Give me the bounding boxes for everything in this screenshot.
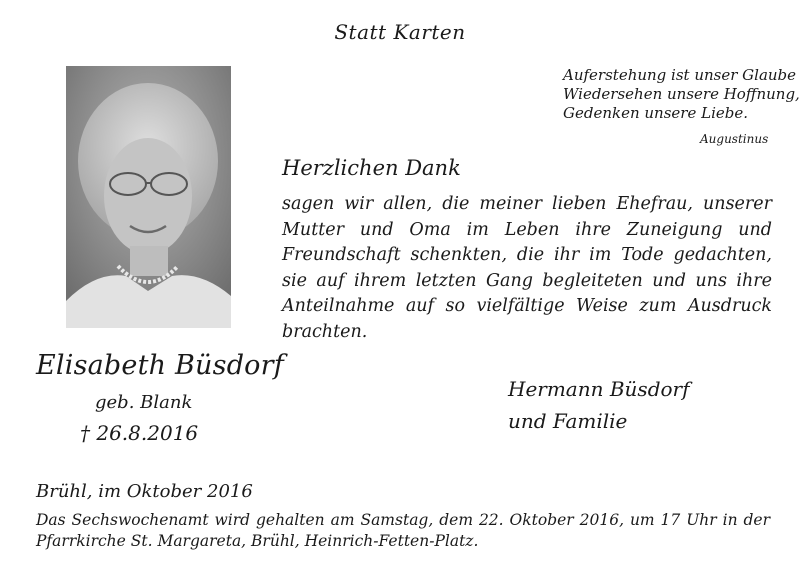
death-line xyxy=(80,421,198,445)
quote-line: Auferstehung ist unser Glaube xyxy=(563,66,797,84)
thanks-title: Herzlichen Dank xyxy=(282,156,461,180)
family-line: Hermann Büsdorf xyxy=(508,377,690,401)
deceased-name: Elisabeth Büsdorf xyxy=(36,350,284,381)
maiden-name: geb. Blank xyxy=(95,392,193,413)
portrait-photo xyxy=(66,66,231,328)
header-statt-karten: Statt Karten xyxy=(334,20,466,44)
thanks-body: sagen wir allen, die meiner lieben Ehefrau, unserer Mutter und Oma im Leben ihre Zuneigung und Freundschaft schenkten, die ihr im Tode gedachten, sie auf ihrem letzten Gang begleiteten und uns ihre Anteilnahme auf so vielfältige Weise zum Ausdruck brachten. xyxy=(282,194,772,342)
death-date: 26.8.2016 xyxy=(96,421,199,445)
quote-line: Gedenken unsere Liebe. xyxy=(563,104,748,122)
quote-author: Augustinus xyxy=(700,132,769,146)
cross-icon: † xyxy=(80,421,90,445)
quote-block xyxy=(563,66,800,123)
place-date: Brühl, im Oktober 2016 xyxy=(36,481,253,502)
family-signature xyxy=(508,373,690,437)
family-line: und Familie xyxy=(508,409,628,433)
portrait-image xyxy=(66,66,231,328)
quote-line: Wiedersehen unsere Hoffnung, xyxy=(563,85,800,103)
mass-notice: Das Sechswochenamt wird gehalten am Samstag, dem 22. Oktober 2016, um 17 Uhr in der Pfarrkirche St. Margareta, Brühl, Heinrich-Fetten-Platz. xyxy=(36,511,770,550)
